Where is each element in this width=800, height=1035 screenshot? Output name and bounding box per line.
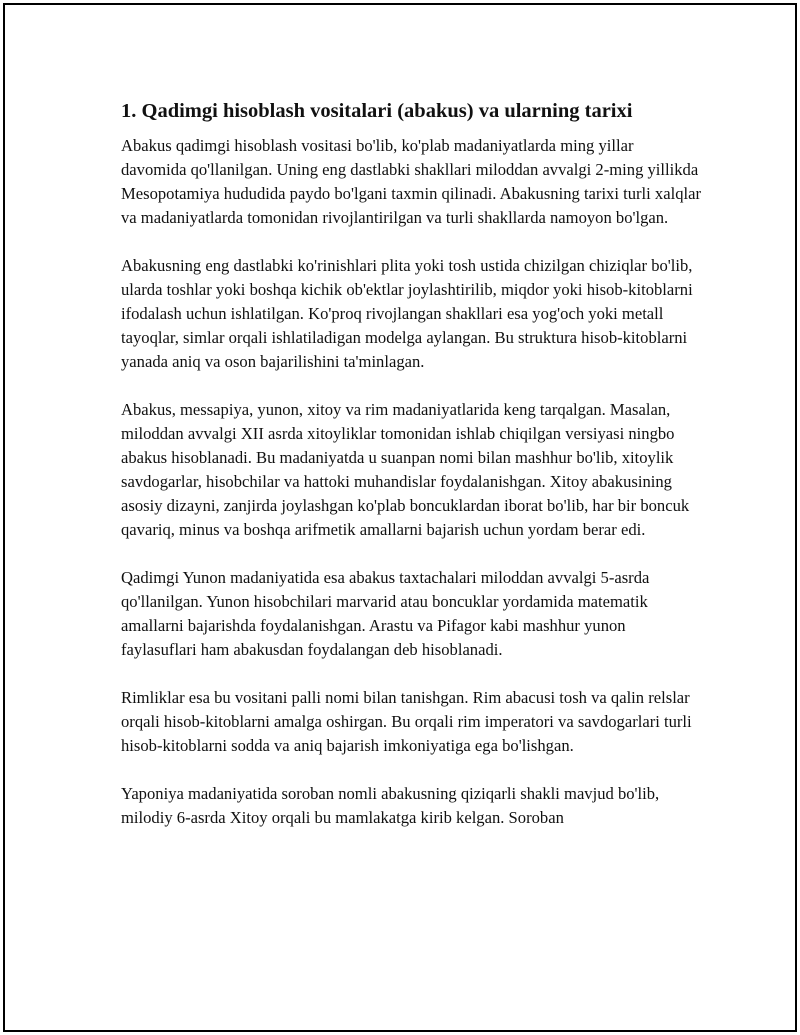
paragraph-japanese-soroban: Yaponiya madaniyatida soroban nomli abakusning qiziqarli shakli mavjud bo'lib, milodiy 6-asrda Xitoy orqali bu mamlakatga kirib kelgan. Soroban bbox=[121, 784, 660, 827]
document-body bbox=[121, 97, 701, 830]
paragraph-greek-abacus: Qadimgi Yunon madaniyatida esa abakus taxtachalari miloddan avvalgi 5-asrda qo'llanilgan. Yunon hisobchilari marvarid atau boncuklar yordamida matematik amallarni bajarishda foydalanishgan. Arastu va Pifagor kabi mashhur yunon faylasuflari ham abakusdan foydalangan deb hisoblanadi. bbox=[121, 568, 650, 659]
page-frame bbox=[3, 3, 797, 1032]
paragraph-early-forms: Abakusning eng dastlabki ko'rinishlari plita yoki tosh ustida chizilgan chiziqlar bo'lib, ularda toshlar yoki boshqa kichik ob'ektlar joylashtirilib, miqdor yoki hisob-kitoblarni ifodalash uchun ishlatilgan. Ko'proq rivojlangan shakllari esa yog'och yoki metall tayoqlar, simlar orqali ishlatiladigan modelga aylangan. Bu struktura hisob-kitoblarni yanada aniq va oson bajarilishini ta'minlagan. bbox=[121, 256, 693, 371]
paragraph-roman-abacus: Rimliklar esa bu vositani palli nomi bilan tanishgan. Rim abacusi tosh va qalin relslar orqali hisob-kitoblarni amalga oshirgan. Bu orqali rim imperatori va savdogarlari turli hisob-kitoblarni sodda va aniq bajarish imkoniyatiga ega bo'lishgan. bbox=[121, 688, 692, 755]
paragraph-abacus-intro: Abakus qadimgi hisoblash vositasi bo'lib, ko'plab madaniyatlarda ming yillar davomida qo'llanilgan. Uning eng dastlabki shakllari miloddan avvalgi 2-ming yillikda Mesopotamiya hududida paydo bo'lgani taxmin qilinadi. Abakusning tarixi turli xalqlar va madaniyatlarda tomonidan rivojlantirilgan va turli shakllarda namoyon bo'lgan. bbox=[121, 136, 701, 227]
paragraph-chinese-abacus: Abakus, messapiya, yunon, xitoy va rim madaniyatlarida keng tarqalgan. Masalan, miloddan avvalgi XII asrda xitoyliklar tomonidan ishlab chiqilgan versiyasi ningbo abakus hisoblanadi. Bu madaniyatda u suanpan nomi bilan mashhur bo'lib, xitoylik savdogarlar, hisobchilar va hattoki muhandislar foydalanishgan. Xitoy abakusining asosiy dizayni, zanjirda joylashgan ko'plab boncuklardan iborat bo'lib, har bir boncuk qavariq, minus va boshqa arifmetik amallarni bajarish uchun yordam berar edi. bbox=[121, 400, 690, 539]
section-heading: 1. Qadimgi hisoblash vositalari (abakus) va ularning tarixi bbox=[121, 100, 633, 122]
